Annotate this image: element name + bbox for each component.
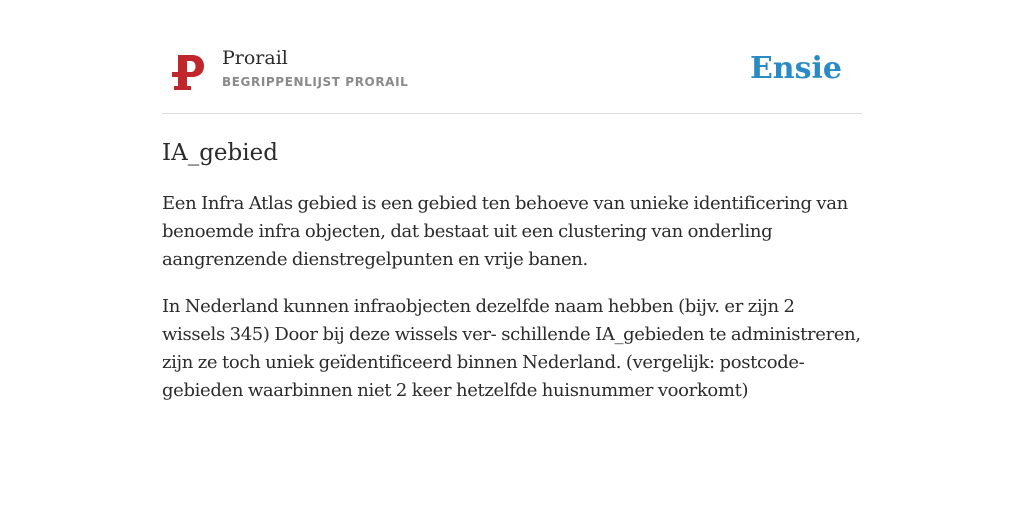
header (162, 36, 862, 114)
prorail-logo-icon[interactable] (170, 53, 206, 91)
ensie-logo-link[interactable]: Ensie (749, 51, 842, 86)
definition-paragraph: Een Infra Atlas gebied is een gebied ten behoeve van unieke identificering van benoemde infra objecten, dat bestaat uit een clustering van onderling aangrenzende dienstregelpunten en vrije banen. (162, 193, 848, 270)
definition-body (162, 190, 862, 405)
definition-card (162, 36, 862, 424)
term-title: IA_gebied (162, 140, 278, 166)
brand-subtitle[interactable]: BEGRIPPENLIJST PRORAIL (222, 75, 409, 89)
brand (222, 46, 408, 90)
definition-paragraph: In Nederland kunnen infraobjecten dezelfde naam hebben (bijv. er zijn 2 wissels 345) Door bij deze wissels ver- schillende IA_gebieden te administreren, zijn ze toch uniek geïdentificeerd binnen Nederland. (vergelijk: postcode-gebieden waarbinnen niet 2 keer hetzelfde huisnummer voorkomt) (162, 296, 861, 401)
brand-name[interactable]: Prorail (222, 47, 288, 69)
